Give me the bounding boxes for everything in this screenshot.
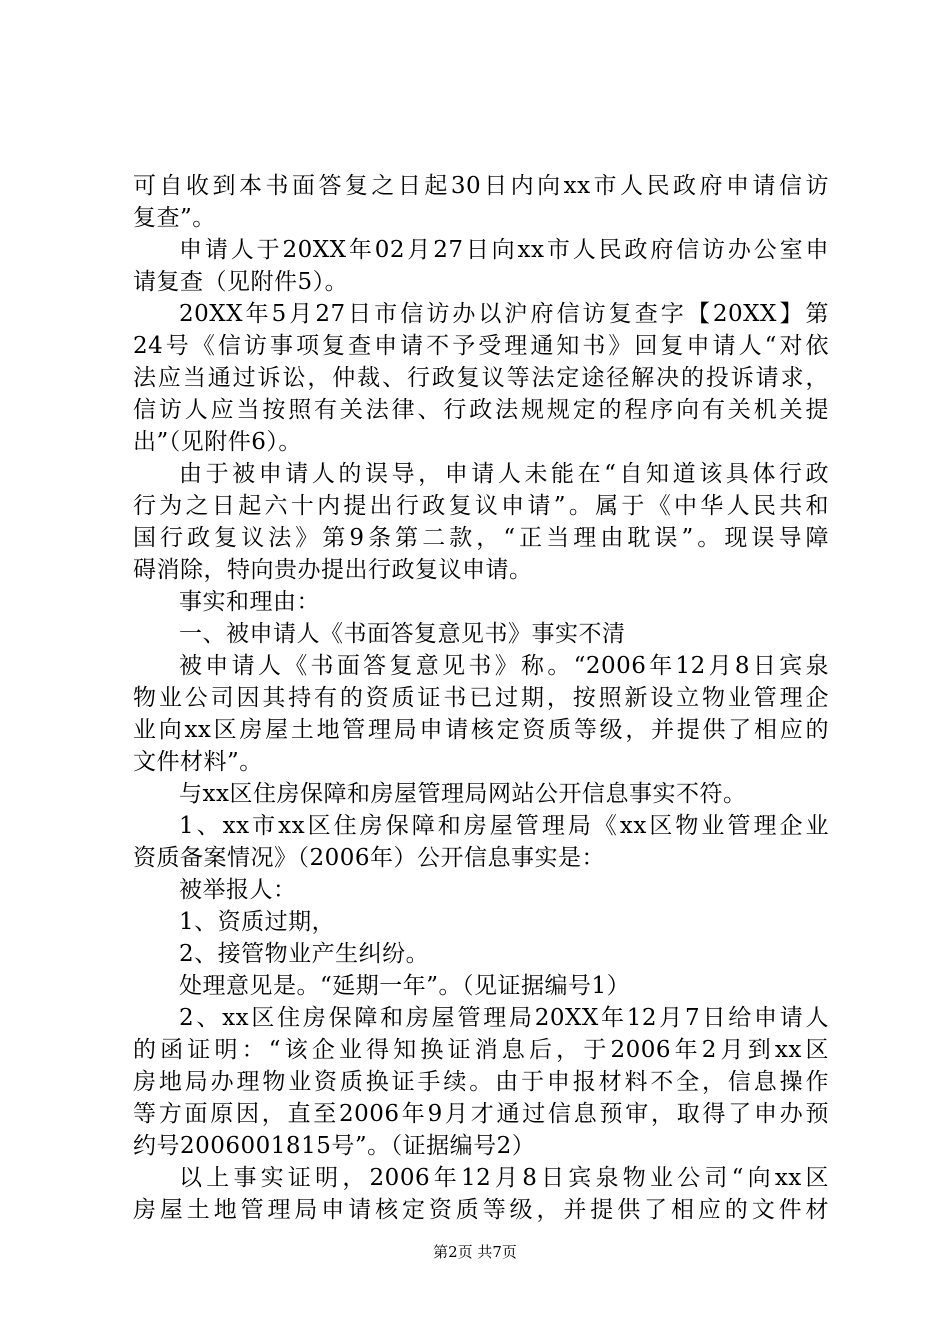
text-line: 1、xx市xx区住房保障和房屋管理局《xx区物业管理企业 (179, 813, 829, 839)
text-line: 以上事实证明，2006年12月8日宾泉物业公司“向xx区 (179, 1165, 829, 1191)
text-line: 碍消除，特向贵办提出行政复议申请。 (133, 557, 533, 583)
text-line: 房地局办理物业资质换证手续。由于申报材料不全，信息操作 (133, 1069, 829, 1095)
text-line: 文件材料”。 (133, 749, 263, 775)
text-line: 信访人应当按照有关法律、行政法规规定的程序向有关机关提 (133, 397, 829, 423)
text-line: 被举报人： (179, 877, 297, 903)
text-line: 约号2006001815号”。（证据编号2） (133, 1133, 536, 1159)
text-line: 等方面原因，直至2006年9月才通过信息预审，取得了申办预 (133, 1101, 829, 1127)
page-footer: 第2页 共7页 (433, 1243, 517, 1261)
text-line: 20XX年5月27日市信访办以沪府信访复查字【20XX】第 (179, 301, 829, 327)
text-line: 2、xx区住房保障和房屋管理局20XX年12月7日给申请人 (179, 1005, 829, 1031)
text-line: 与xx区住房保障和房屋管理局网站公开信息事实不符。 (179, 781, 747, 807)
text-line: 一、被申请人《书面答复意见书》事实不清 (179, 621, 626, 647)
text-line: 业向xx区房屋土地管理局申请核定资质等级，并提供了相应的 (133, 717, 829, 743)
text-line: 出”（见附件6）。 (133, 429, 302, 455)
text-line: 法应当通过诉讼，仲裁、行政复议等法定途径解决的投诉请求， (133, 365, 829, 391)
text-line: 24号《信访事项复查申请不予受理通知书》回复申请人“对依 (133, 333, 829, 359)
text-line: 处理意见是。“延期一年”。（见证据编号1） (179, 973, 631, 999)
text-line: 房屋土地管理局申请核定资质等级，并提供了相应的文件材 (133, 1197, 829, 1223)
text-line: 被申请人《书面答复意见书》称。“2006年12月8日宾泉 (179, 653, 829, 679)
text-line: 可自收到本书面答复之日起30日内向xx市人民政府申请信访 (133, 173, 829, 199)
text-line: 行为之日起六十内提出行政复议申请”。属于《中华人民共和 (133, 493, 829, 519)
text-line: 资质备案情况》（2006年）公开信息事实是： (133, 845, 606, 871)
text-line: 复查”。 (133, 205, 216, 231)
text-line: 物业公司因其持有的资质证书已过期，按照新设立物业管理企 (133, 685, 829, 711)
text-line: 1、资质过期， (179, 909, 336, 935)
text-line: 请复查（见附件5）。 (133, 269, 349, 295)
document-body (133, 170, 829, 1226)
text-line: 申请人于20XX年02月27日向xx市人民政府信访办公室申 (179, 237, 829, 263)
text-line: 事实和理由： (179, 589, 320, 615)
text-line: 国行政复议法》第9条第二款，“正当理由耽误”。现误导障 (133, 525, 829, 551)
text-line: 由于被申请人的误导，申请人未能在“自知道该具体行政 (179, 461, 829, 487)
text-line: 2、接管物业产生纠纷。 (179, 941, 430, 967)
text-line: 的函证明：“该企业得知换证消息后，于2006年2月到xx区 (133, 1037, 829, 1063)
